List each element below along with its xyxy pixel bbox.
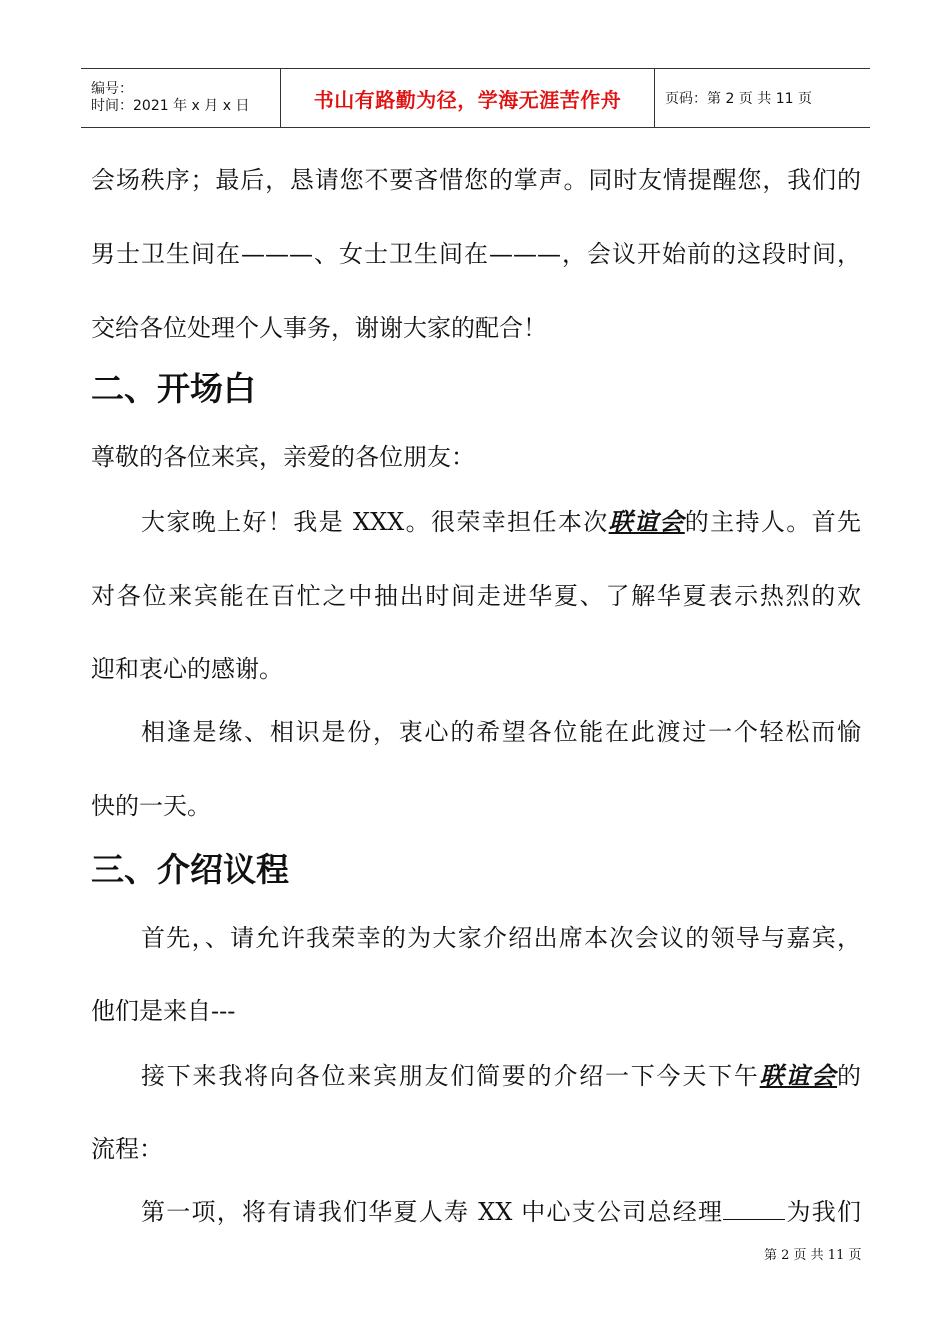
header-number: 编号：	[91, 81, 133, 97]
paragraph-line: 快的一天。	[91, 792, 211, 820]
header-motto	[281, 69, 655, 127]
header-time: 时间：2021 年 x 月 x 日	[91, 98, 250, 114]
text-segment: 为我们	[785, 1198, 861, 1226]
paragraph-line: 会场秩序；最后，恳请您不要吝惜您的掌声。同时友情提醒您，我们的	[91, 166, 861, 194]
header-page-label: 页码：第 2 页 共 11 页	[665, 91, 812, 107]
paragraph-line	[141, 1060, 861, 1092]
text-segment: 大家晚上好！我是 XXX。很荣幸担任本次	[141, 508, 609, 536]
paragraph-line: 迎和衷心的感谢。	[91, 655, 283, 683]
keyword-event: 联谊会	[759, 1061, 838, 1090]
text-segment: 的	[837, 1062, 862, 1090]
section-heading-opening: 二、开场白	[91, 369, 256, 408]
paragraph-line: 他们是来自---	[91, 997, 236, 1025]
paragraph-line: 男士卫生间在———、女士卫生间在———，会议开始前的这段时间，	[91, 240, 861, 268]
section-heading-agenda: 三、介绍议程	[91, 850, 289, 889]
paragraph-line	[141, 1196, 861, 1228]
fill-in-blank	[723, 1197, 785, 1220]
keyword-event: 联谊会	[608, 507, 685, 536]
paragraph-line	[141, 506, 861, 538]
paragraph-line: 首先，、请允许我荣幸的为大家介绍出席本次会议的领导与嘉宾，	[141, 924, 861, 952]
page-footer: 第 2 页 共 11 页	[764, 1248, 862, 1263]
page-header	[81, 68, 870, 128]
text-segment: 的主持人。首先	[684, 508, 862, 536]
text-segment: 第一项，将有请我们华夏人寿 XX 中心支公司总经理	[141, 1198, 724, 1226]
paragraph-line: 流程：	[91, 1135, 163, 1163]
paragraph-line: 对各位来宾能在百忙之中抽出时间走进华夏、了解华夏表示热烈的欢	[91, 582, 861, 610]
paragraph-line: 相逢是缘、相识是份，衷心的希望各位能在此渡过一个轻松而愉	[141, 718, 861, 746]
motto-text: 书山有路勤为径，学海无涯苦作舟	[313, 87, 622, 112]
salutation: 尊敬的各位来宾，亲爱的各位朋友：	[91, 443, 475, 471]
header-page-info	[655, 69, 870, 127]
header-meta	[81, 69, 281, 127]
text-segment: 接下来我将向各位来宾朋友们简要的介绍一下今天下午	[141, 1062, 760, 1090]
paragraph-line: 交给各位处理个人事务，谢谢大家的配合！	[91, 314, 547, 342]
